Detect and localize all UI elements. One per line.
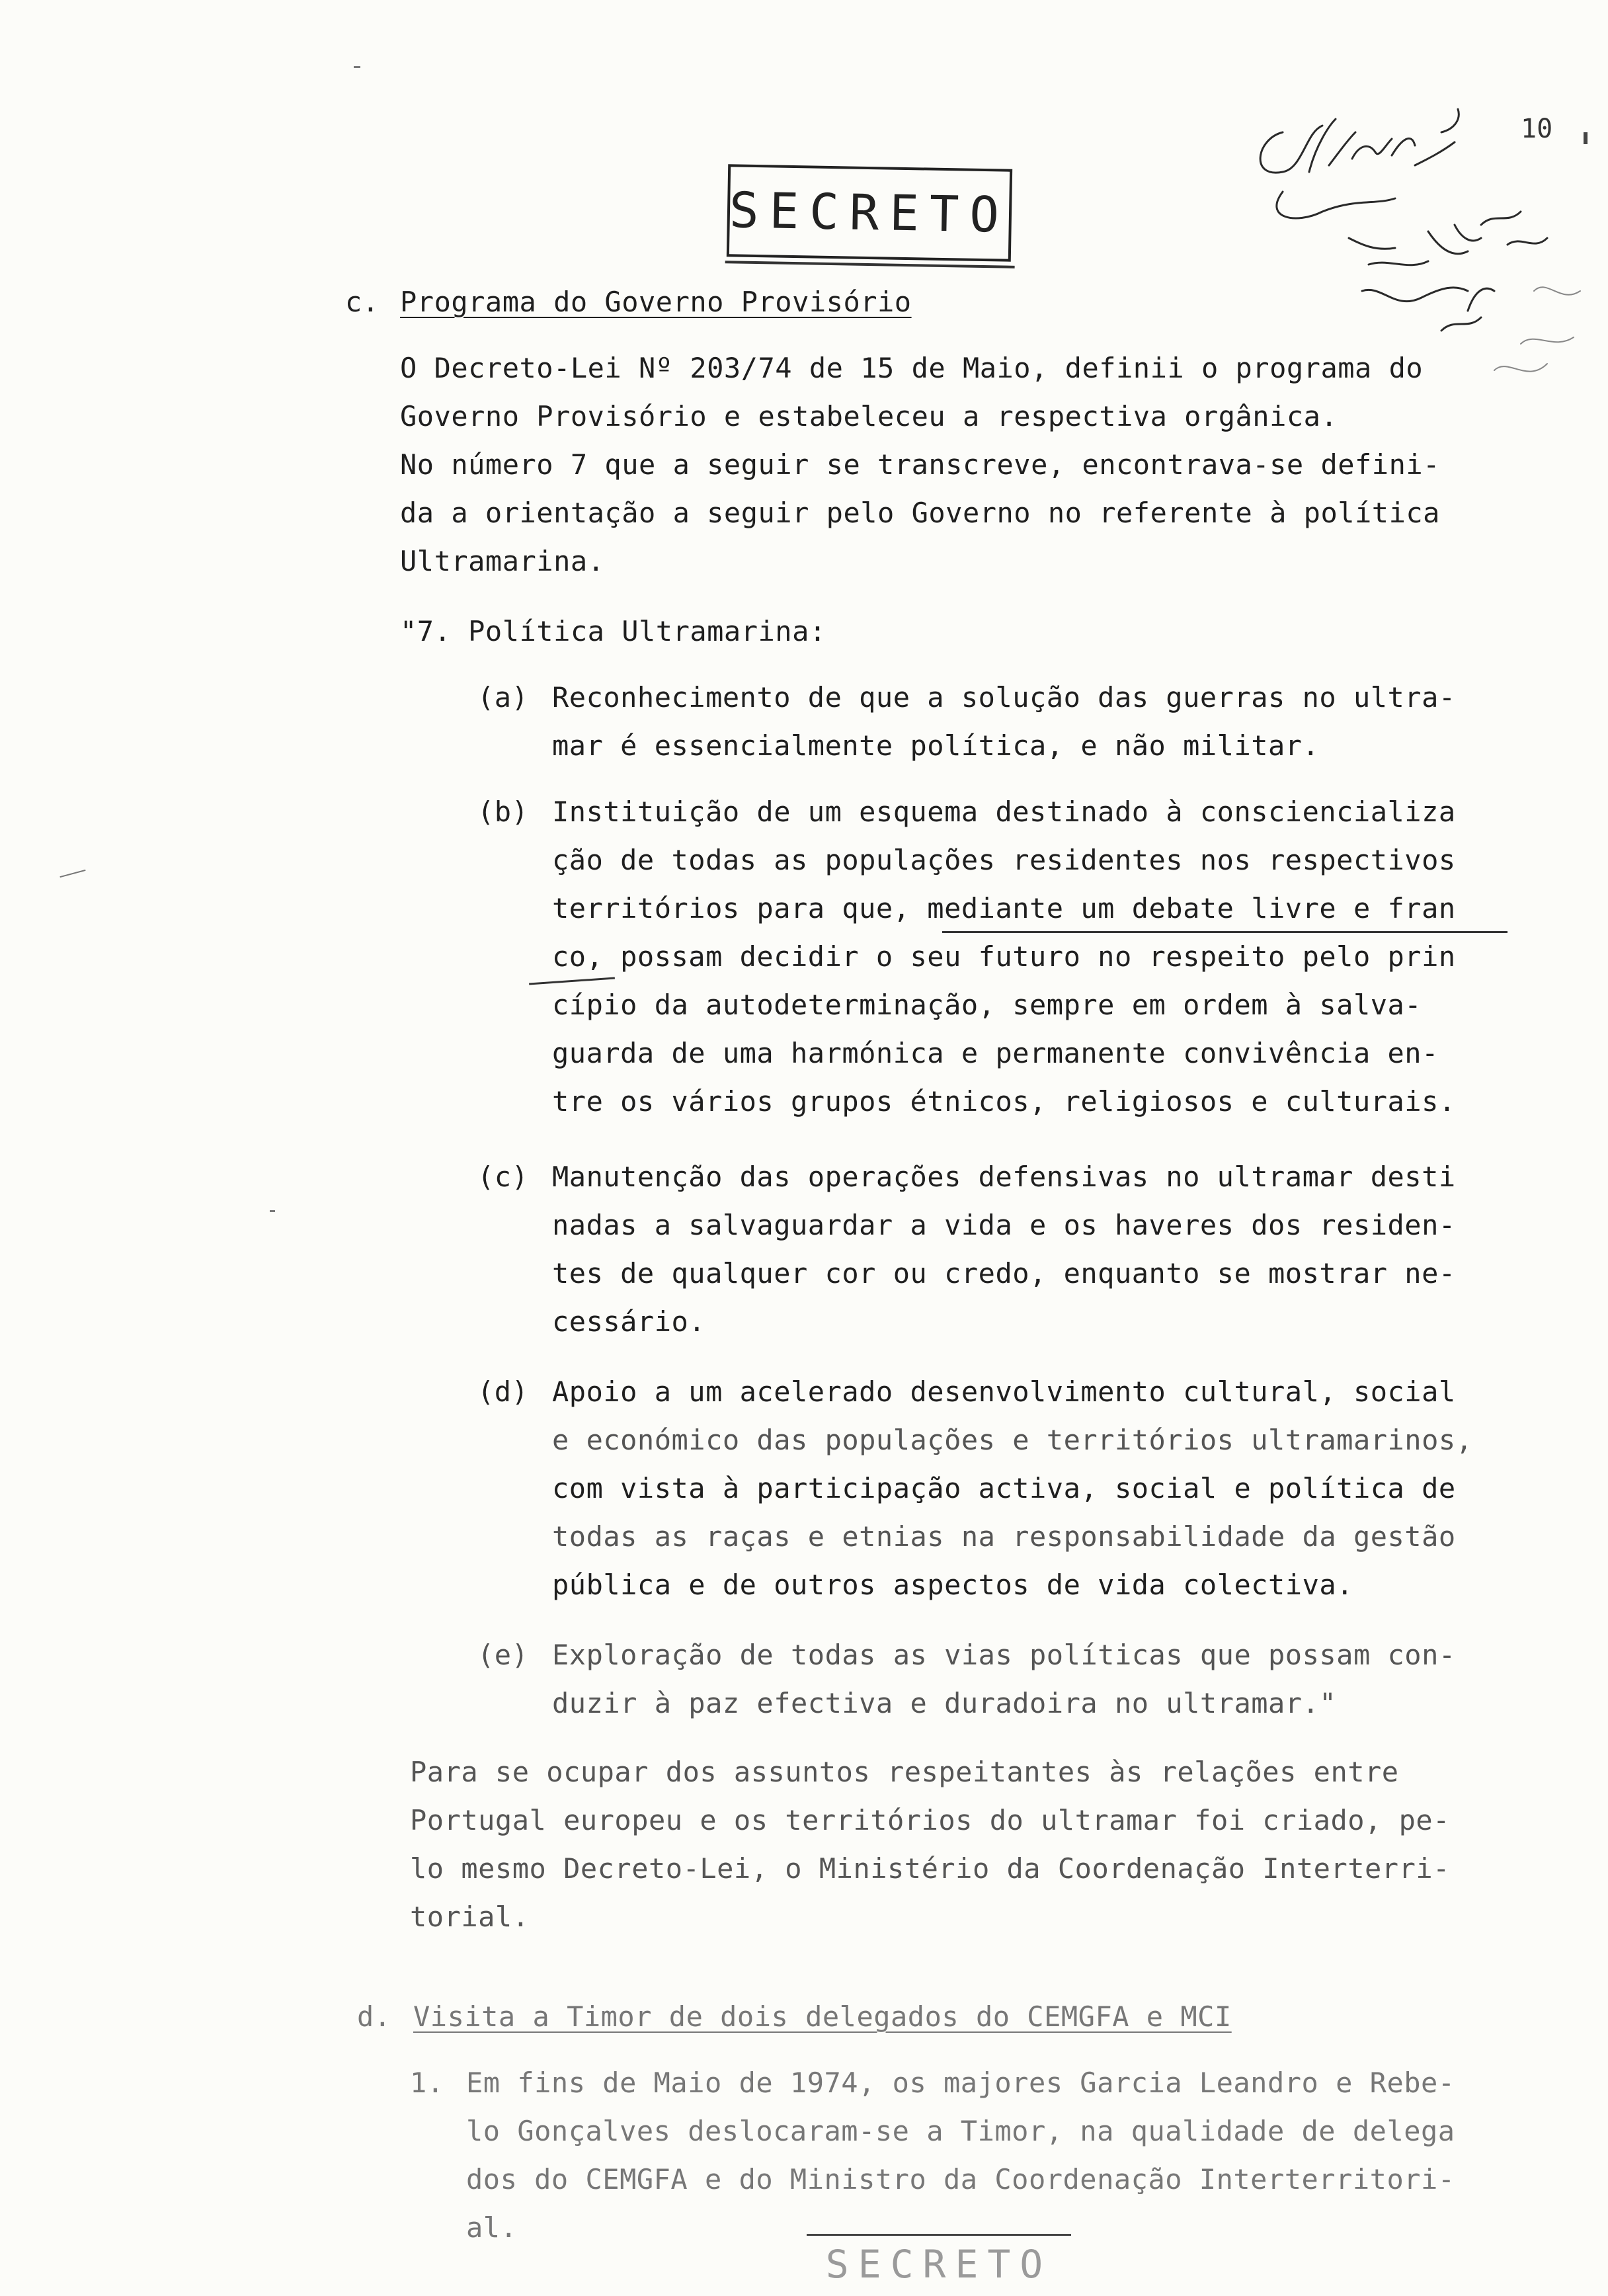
item-d-line: Apoio a um acelerado desenvolvimento cultural, social xyxy=(552,1375,1456,1408)
item-b-line: co, possam decidir o seu futuro no respeito pelo prin xyxy=(552,940,1456,973)
item-b-line: Instituição de um esquema destinado à consciencializa xyxy=(552,796,1456,828)
section-marker-d: d. xyxy=(357,2000,391,2033)
closing-line: torial. xyxy=(410,1901,530,1933)
item-marker-e: (e) xyxy=(477,1639,529,1671)
item-d-line: todas as raças e etnias na responsabilidade da gestão xyxy=(552,1520,1456,1553)
item-d-line: e económico das populações e territórios ultramarinos, xyxy=(552,1424,1473,1456)
item-a-line: Reconhecimento de que a solução das guerras no ultra- xyxy=(552,681,1456,714)
item-a-line: mar é essencialmente política, e não militar. xyxy=(552,729,1320,762)
item-marker-c: (c) xyxy=(477,1161,529,1193)
handwritten-annotation xyxy=(1243,93,1600,436)
intro-line: O Decreto-Lei Nº 203/74 de 15 de Maio, definii o programa do xyxy=(400,352,1424,384)
section-d-line: Em fins de Maio de 1974, os majores Garcia Leandro e Rebe- xyxy=(466,2067,1455,2099)
intro-line: Governo Provisório e estabeleceu a respectiva orgânica. xyxy=(400,400,1338,432)
page-number: 10 xyxy=(1521,114,1553,144)
handwritten-signature-icon xyxy=(1243,93,1600,436)
scan-speck xyxy=(270,1210,275,1212)
intro-line: No número 7 que a seguir se transcreve, encontrava-se defini- xyxy=(400,448,1440,481)
item-b-line: ção de todas as populações residentes nos respectivos xyxy=(552,844,1456,876)
classification-stamp-top: SECRETO xyxy=(727,164,1012,261)
item-d-line: com vista à participação activa, social e política de xyxy=(552,1472,1456,1504)
classification-stamp-bottom: SECRETO xyxy=(800,2242,1078,2295)
section-d-line: al. xyxy=(466,2211,518,2244)
item-b-line: guarda de uma harmónica e permanente convivência en- xyxy=(552,1037,1439,1069)
section-d-line: lo Gonçalves deslocaram-se a Timor, na qualidade de delega xyxy=(466,2115,1455,2147)
hand-underline xyxy=(529,977,615,985)
closing-line: Portugal europeu e os territórios do ultramar foi criado, pe- xyxy=(410,1804,1450,1836)
intro-line: Ultramarina. xyxy=(400,545,605,577)
item-marker-a: (a) xyxy=(477,681,529,714)
item-c-line: nadas a salvaguardar a vida e os haveres dos residen- xyxy=(552,1209,1456,1241)
item-b-line: tre os vários grupos étnicos, religiosos e culturais. xyxy=(552,1085,1456,1118)
scan-speck xyxy=(1584,132,1588,144)
closing-line: lo mesmo Decreto-Lei, o Ministério da Coordenação Interterri- xyxy=(410,1852,1450,1885)
item-e-line: Exploração de todas as vias políticas que possam con- xyxy=(552,1639,1456,1671)
closing-line: Para se ocupar dos assuntos respeitantes às relações entre xyxy=(410,1756,1399,1788)
item-b-line: territórios para que, mediante um debate livre e fran xyxy=(552,892,1456,924)
item-c-line: Manutenção das operações defensivas no ultramar desti xyxy=(552,1161,1456,1193)
scan-speck xyxy=(60,870,85,878)
section-d-line: dos do CEMGFA e do Ministro da Coordenação Interterritori- xyxy=(466,2163,1455,2195)
section-c-title: Programa do Governo Provisório xyxy=(400,286,912,318)
item-marker-1: 1. xyxy=(410,2067,444,2099)
item-d-line: pública e de outros aspectos de vida colectiva. xyxy=(552,1569,1353,1601)
item-e-line: duzir à paz efectiva e duradoira no ultramar." xyxy=(552,1687,1337,1719)
hand-underline xyxy=(942,931,1508,933)
intro-line: da a orientação a seguir pelo Governo no referente à política xyxy=(400,497,1440,529)
section-d-title: Visita a Timor de dois delegados do CEMGFA e MCI xyxy=(413,2000,1232,2033)
item-marker-d: (d) xyxy=(477,1375,529,1408)
quote-heading: "7. Política Ultramarina: xyxy=(400,615,826,647)
item-c-line: tes de qualquer cor ou credo, enquanto se mostrar ne- xyxy=(552,1257,1456,1290)
section-marker-c: c. xyxy=(345,286,380,318)
item-b-line: cípio da autodeterminação, sempre em ordem à salva- xyxy=(552,989,1422,1021)
scan-speck xyxy=(354,66,360,68)
item-marker-b: (b) xyxy=(477,796,529,828)
item-c-line: cessário. xyxy=(552,1305,706,1338)
